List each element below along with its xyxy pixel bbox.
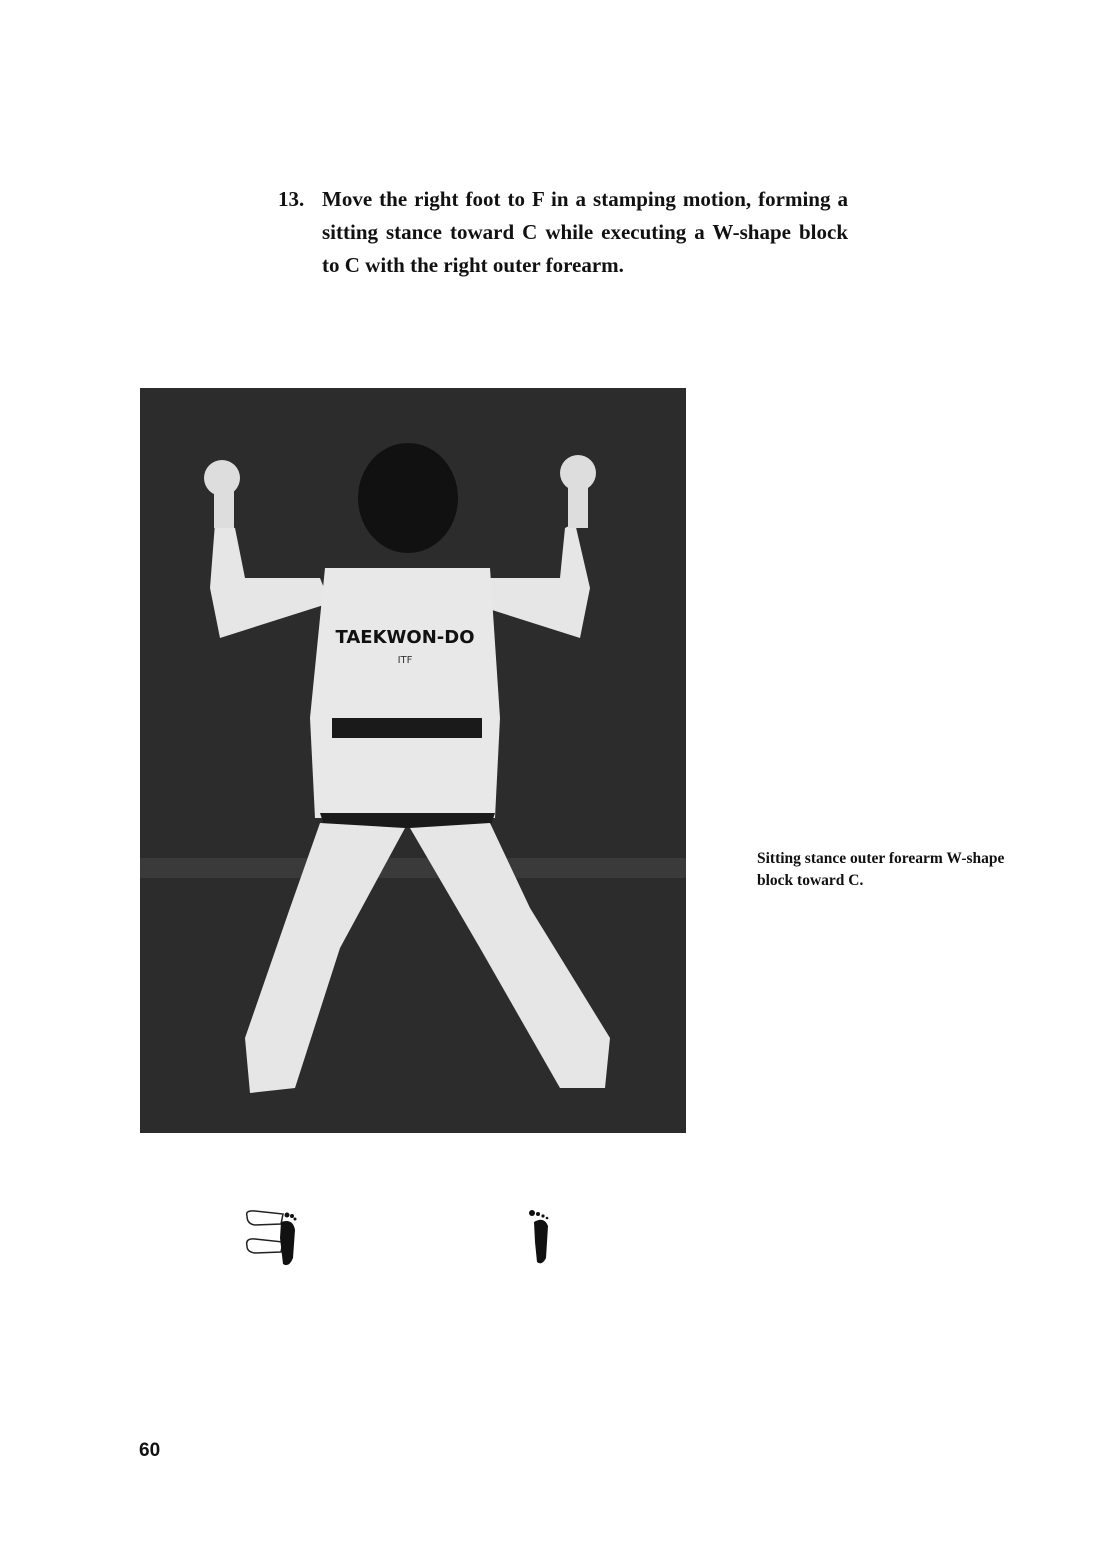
logo-text: TAEKWON-DO bbox=[335, 627, 475, 648]
instruction-step bbox=[278, 183, 848, 282]
figure-illustration bbox=[140, 388, 686, 1133]
page-number: 60 bbox=[139, 1440, 161, 1461]
footprint-diagram-single bbox=[528, 1208, 554, 1270]
technique-photo bbox=[140, 388, 686, 1133]
step-text: Move the right foot to F in a stamping motion, forming a sitting stance toward C while executing a W-shape block to C with the right outer forearm. bbox=[322, 187, 848, 277]
logo-sub: ITF bbox=[397, 655, 413, 666]
step-number: 13. bbox=[278, 187, 305, 211]
photo-caption: Sitting stance outer forearm W-shape block toward C. bbox=[757, 850, 1005, 889]
footprint-diagram-sitting-stance bbox=[243, 1208, 303, 1274]
